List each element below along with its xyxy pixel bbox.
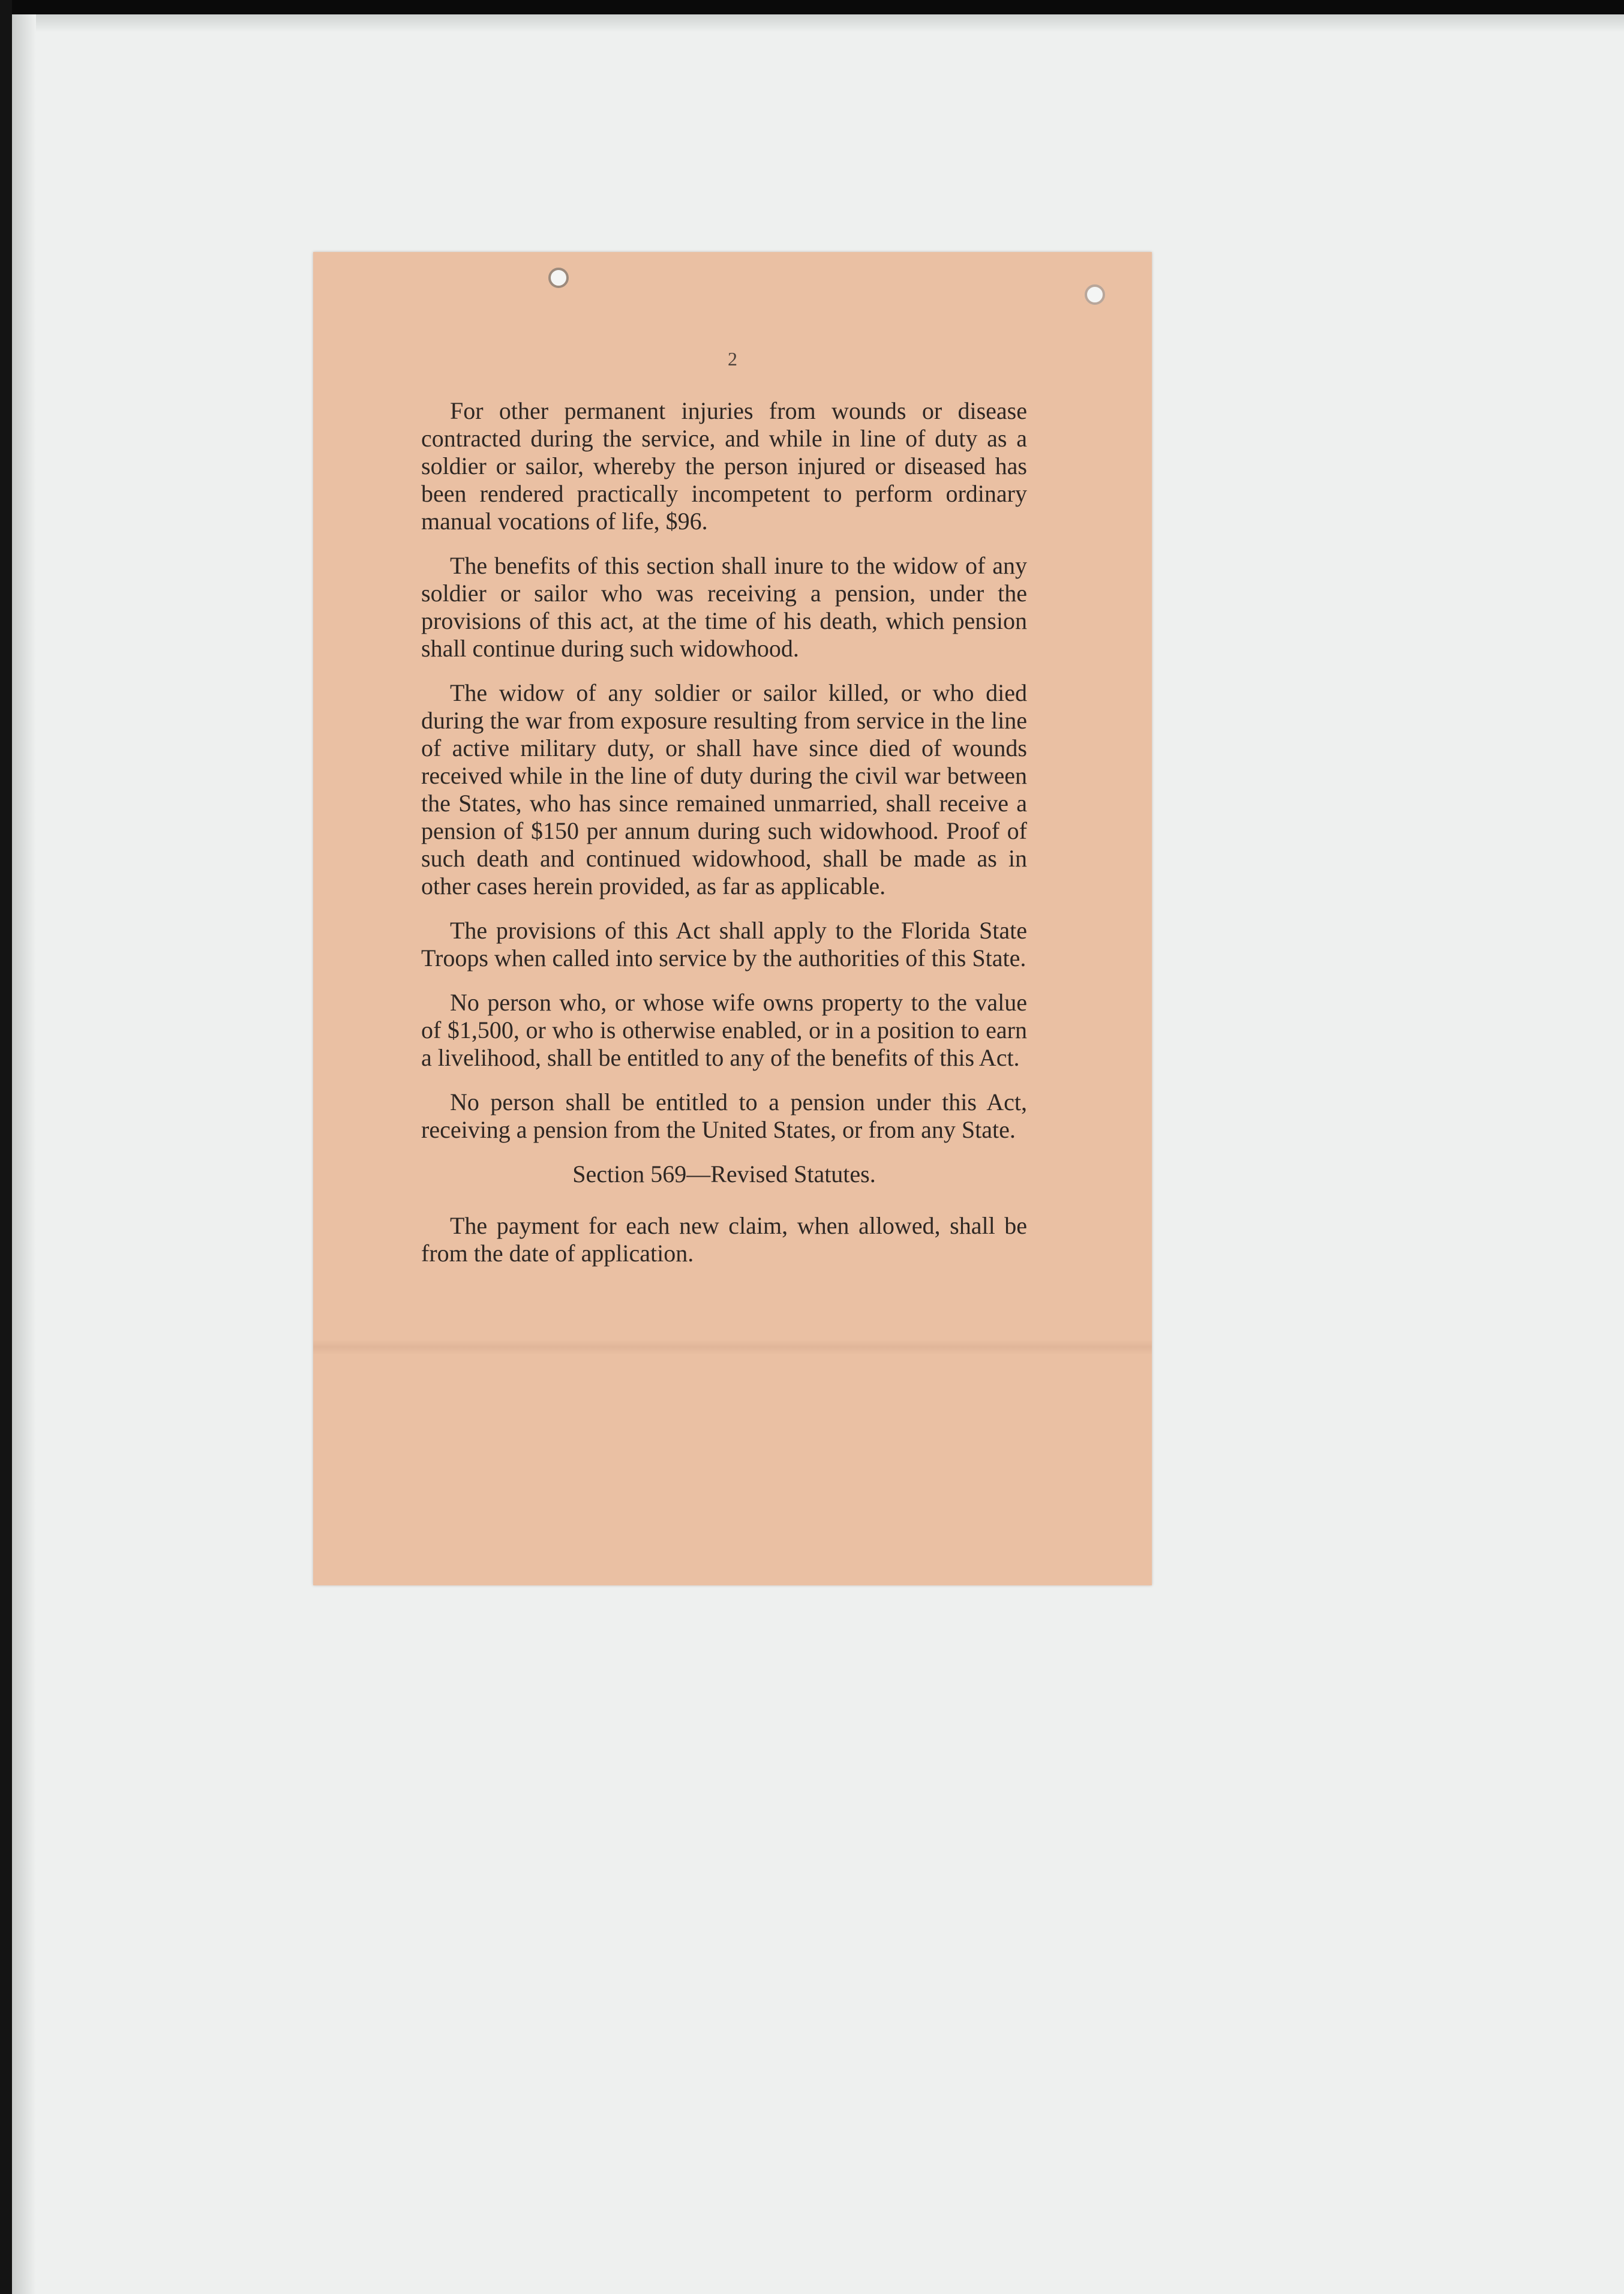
- document-sheet: [313, 252, 1152, 1585]
- paper-fold-line: [313, 1339, 1152, 1355]
- paragraph-no-dual-pension: No person shall be entitled to a pension under this Act, receiving a pension from the United States, or from any State.: [421, 1088, 1027, 1143]
- paragraph-property-limit: No person who, or whose wife owns property to the value of $1,500, or who is otherwise enabled, or in a position to earn a livelihood, shall be entitled to any of the benefits of this Act.: [421, 989, 1027, 1071]
- scanner-left-edge: [0, 0, 12, 2294]
- paragraph-florida-state-troops: The provisions of this Act shall apply to the Florida State Troops when called into service by the authorities of this State.: [421, 917, 1027, 971]
- scanner-top-edge: [0, 0, 1624, 14]
- punch-hole-icon: [1085, 284, 1105, 305]
- paragraph-permanent-injuries: For other permanent injuries from wounds or disease contracted during the service, and while in line of duty as a soldier or sailor, whereby the person injured or diseased has been rendered practically incompetent to perform ordinary manual vocations of life, $96.: [421, 397, 1027, 535]
- scanner-top-shadow: [12, 14, 1624, 32]
- paragraph-widow-benefits: The benefits of this section shall inure to the widow of any soldier or sailor who was receiving a pension, under the provisions of this act, at the time of his death, which pension shall continue during such widowhood.: [421, 552, 1027, 662]
- section-heading: Section 569—Revised Statutes.: [572, 1161, 876, 1188]
- page-number: 2: [728, 348, 737, 370]
- punch-hole-icon: [548, 268, 569, 288]
- document-body: [421, 397, 1027, 1284]
- scanner-left-shadow: [12, 14, 36, 2294]
- paragraph-widow-pension: The widow of any soldier or sailor killed, or who died during the war from exposure resulting from service in the line of active military duty, or shall have since died of wounds received while in the line of duty during the civil war between the States, who has since remained unmarried, shall receive a pension of $150 per annum during such widowhood. Proof of such death and continued widowhood, shall be made as in other cases herein provided, as far as applicable.: [421, 679, 1027, 899]
- paragraph-payment-date: The payment for each new claim, when allowed, shall be from the date of application.: [421, 1212, 1027, 1267]
